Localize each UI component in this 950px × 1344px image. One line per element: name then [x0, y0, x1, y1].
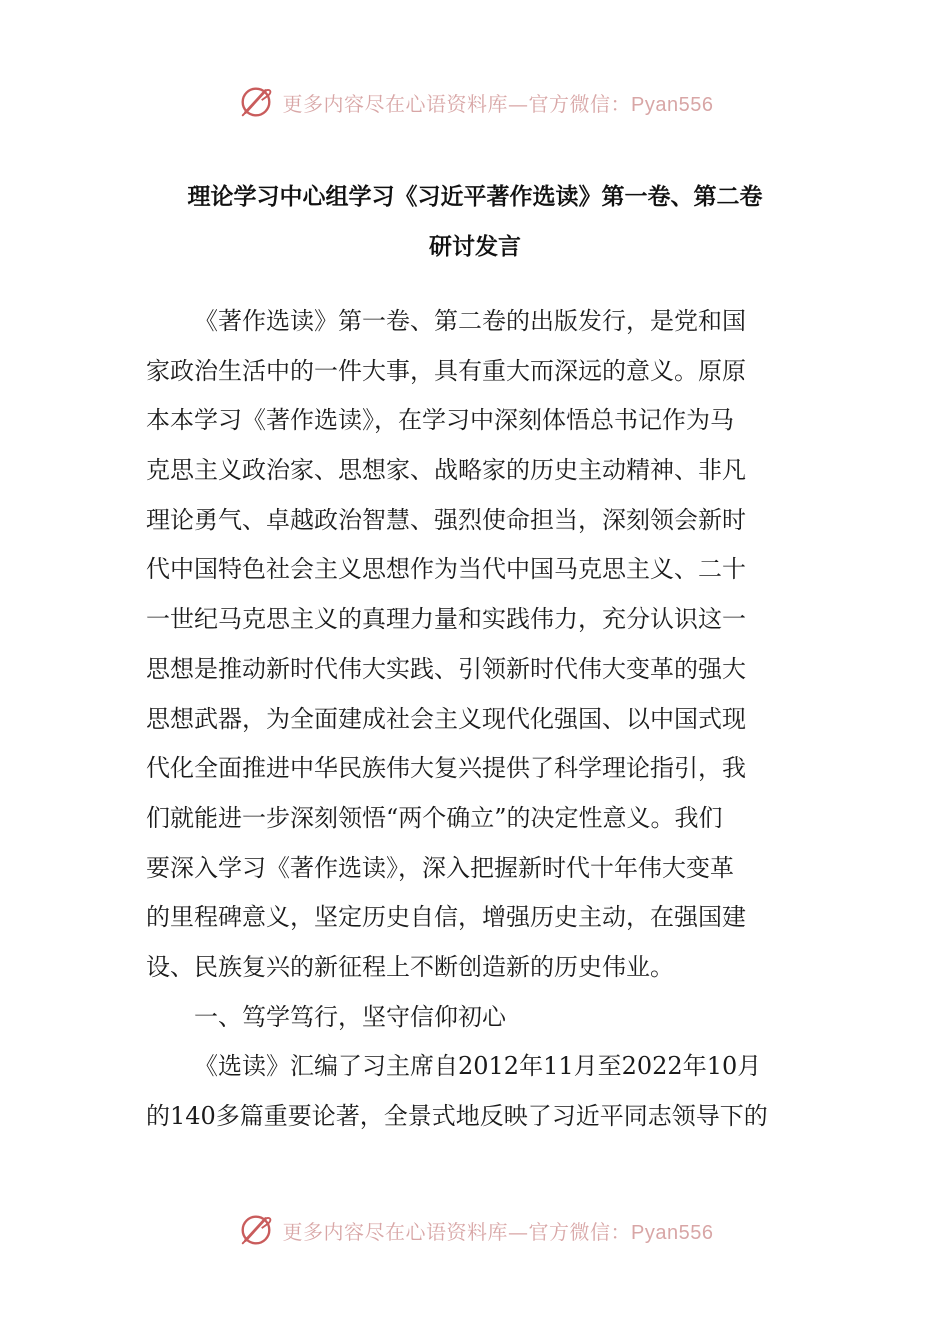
body-line: 思想是推动新时代伟大实践、引领新时代伟大变革的强大	[146, 654, 746, 683]
quill-pen-circle-icon	[237, 1211, 275, 1249]
body-line: 们就能进一步深刻领悟“两个确立”的决定性意义。我们	[146, 803, 723, 832]
body-line: 要深入学习《著作选读》，深入把握新时代十年伟大变革	[146, 853, 734, 882]
watermark-text: 更多内容尽在心语资料库—官方微信：Pyan556	[282, 1219, 714, 1244]
body-line: 《著作选读》第一卷、第二卷的出版发行，是党和国	[194, 307, 746, 335]
document-title-line-1: 理论学习中心组学习《习近平著作选读》第一卷、第二卷	[187, 184, 763, 210]
body-line: 《选读》汇编了习主席自2012年11月至2022年10月	[194, 1052, 762, 1081]
body-line: 设、民族复兴的新征程上不断创造新的历史伟业。	[146, 952, 674, 981]
body-line: 克思主义政治家、思想家、战略家的历史主动精神、非凡	[146, 456, 746, 485]
footer-watermark	[0, 1208, 950, 1252]
quill-pen-circle-icon	[237, 83, 275, 121]
section-heading: 一、笃学笃行，坚守信仰初心	[194, 1002, 506, 1031]
header-watermark	[0, 80, 950, 124]
body-line: 本本学习《著作选读》，在学习中深刻体悟总书记作为马	[146, 406, 734, 435]
body-line: 代化全面推进中华民族伟大复兴提供了科学理论指引，我	[146, 754, 746, 783]
body-line: 家政治生活中的一件大事，具有重大而深远的意义。原原	[146, 356, 746, 385]
document-body	[146, 305, 806, 1150]
body-line: 代中国特色社会主义思想作为当代中国马克思主义、二十	[146, 555, 746, 584]
body-line: 一世纪马克思主义的真理力量和实践伟力，充分认识这一	[146, 605, 746, 634]
body-line: 理论勇气、卓越政治智慧、强烈使命担当，深刻领会新时	[146, 505, 746, 534]
body-line: 的里程碑意义，坚定历史自信，增强历史主动，在强国建	[146, 903, 746, 932]
document-title-line-2: 研讨发言	[429, 234, 521, 260]
watermark-text: 更多内容尽在心语资料库—官方微信：Pyan556	[282, 91, 714, 116]
body-line: 思想武器，为全面建成社会主义现代化强国、以中国式现	[146, 704, 746, 733]
body-line: 的140多篇重要论著，全景式地反映了习近平同志领导下的	[146, 1102, 768, 1130]
